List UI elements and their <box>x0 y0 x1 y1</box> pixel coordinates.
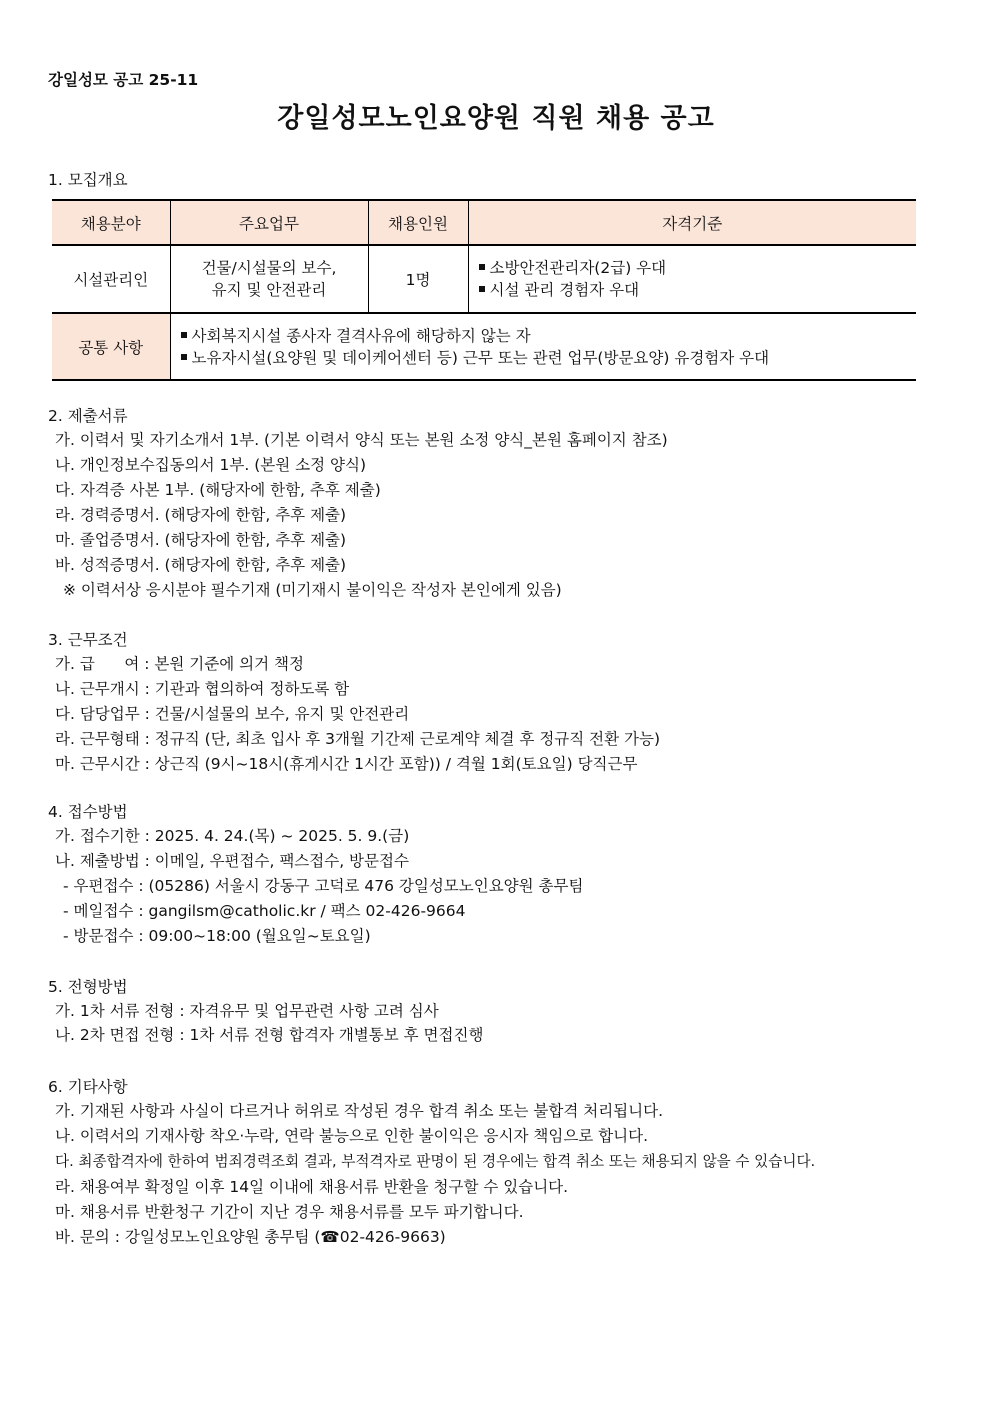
duty-line-2: 유지 및 안전관리 <box>211 281 327 299</box>
section-6-title: 6. 기타사항 <box>48 1078 128 1096</box>
bullet-square-icon <box>479 264 485 270</box>
section-2-title: 2. 제출서류 <box>48 407 128 425</box>
qualification-item <box>479 279 917 301</box>
common-item <box>181 347 917 369</box>
bullet-square-icon <box>181 332 187 338</box>
section-3-title: 3. 근무조건 <box>48 631 128 649</box>
list-item: 다. 자격증 사본 1부. (해당자에 한함, 추후 제출) <box>55 481 381 499</box>
list-item: 가. 급 여 : 본원 기준에 의거 책정 <box>55 655 304 673</box>
table-header-row <box>52 200 916 245</box>
list-item: 가. 1차 서류 전형 : 자격유무 및 업무관련 사항 고려 심사 <box>55 1002 439 1020</box>
cell-qualification <box>468 245 916 313</box>
cell-duty <box>170 245 368 313</box>
section-5-title: 5. 전형방법 <box>48 978 128 996</box>
list-item: 가. 접수기한 : 2025. 4. 24.(목) ~ 2025. 5. 9.(금) <box>55 827 410 845</box>
cell-common-label: 공통 사항 <box>52 313 170 380</box>
table-row <box>52 245 916 313</box>
list-item: 마. 졸업증명서. (해당자에 한함, 추후 제출) <box>55 531 347 549</box>
list-item: 라. 채용여부 확정일 이후 14일 이내에 채용서류 반환을 청구할 수 있습니다. <box>55 1178 569 1196</box>
common-item <box>181 325 917 347</box>
header-count: 채용인원 <box>368 200 468 245</box>
list-item: 바. 문의 : 강일성모노인요양원 총무팀 (☎02-426-9663) <box>55 1228 446 1246</box>
note-text: ※ 이력서상 응시분야 필수기재 (미기재시 불이익은 작성자 본인에게 있음) <box>63 581 562 599</box>
list-subitem: - 우편접수 : (05286) 서울시 강동구 고덕로 476 강일성모노인요양원 총무팀 <box>63 877 584 895</box>
section-4-title: 4. 접수방법 <box>48 803 128 821</box>
header-qualification: 자격기준 <box>468 200 916 245</box>
list-item: 가. 기재된 사항과 사실이 다르거나 허위로 작성된 경우 합격 취소 또는 불합격 처리됩니다. <box>55 1102 664 1120</box>
section-1-title: 1. 모집개요 <box>48 171 128 189</box>
list-item: 나. 2차 면접 전형 : 1차 서류 전형 합격자 개별통보 후 면접진행 <box>55 1026 484 1044</box>
recruitment-table <box>52 199 916 381</box>
list-item: 가. 이력서 및 자기소개서 1부. (기본 이력서 양식 또는 본원 소정 양식_본원 홈페이지 참조) <box>55 431 668 449</box>
list-item: 라. 근무형태 : 정규직 (단, 최초 입사 후 3개월 기간제 근로계약 체결 후 정규직 전환 가능) <box>55 730 661 748</box>
common-item-text: 사회복지시설 종사자 결격사유에 해당하지 않는 자 <box>191 326 531 345</box>
list-item: 다. 담당업무 : 건물/시설물의 보수, 유지 및 안전관리 <box>55 705 410 723</box>
list-item: 나. 이력서의 기재사항 착오·누락, 연락 불능으로 인한 불이익은 응시자 책임으로 합니다. <box>55 1127 649 1145</box>
qualification-text: 소방안전관리자(2급) 우대 <box>489 259 667 277</box>
page-title: 강일성모노인요양원 직원 채용 공고 <box>277 103 715 134</box>
cell-field: 시설관리인 <box>52 245 170 313</box>
list-item: 라. 경력증명서. (해당자에 한함, 추후 제출) <box>55 506 347 524</box>
list-item: 나. 개인정보수집동의서 1부. (본원 소정 양식) <box>55 456 366 474</box>
header-field: 채용분야 <box>52 200 170 245</box>
header-duty: 주요업무 <box>170 200 368 245</box>
common-item-text: 노유자시설(요양원 및 데이케어센터 등) 근무 또는 관련 업무(방문요양) 유경험자 우대 <box>191 348 770 367</box>
bullet-square-icon <box>181 354 187 360</box>
list-item: 바. 성적증명서. (해당자에 한함, 추후 제출) <box>55 556 347 574</box>
qualification-text: 시설 관리 경험자 우대 <box>489 281 640 299</box>
list-item: 나. 근무개시 : 기관과 협의하여 정하도록 함 <box>55 680 350 698</box>
cell-common-items <box>170 313 916 380</box>
list-item: 다. 최종합격자에 한하여 범죄경력조회 결과, 부적격자로 판명이 된 경우에는 합격 취소 또는 채용되지 않을 수 있습니다. <box>55 1153 816 1170</box>
table-common-row <box>52 313 916 380</box>
cell-count: 1명 <box>368 245 468 313</box>
list-subitem: - 방문접수 : 09:00~18:00 (월요일~토요일) <box>63 927 371 945</box>
duty-line-1: 건물/시설물의 보수, <box>201 259 337 277</box>
notice-number: 강일성모 공고 25-11 <box>48 71 199 89</box>
bullet-square-icon <box>479 286 485 292</box>
list-item: 나. 제출방법 : 이메일, 우편접수, 팩스접수, 방문접수 <box>55 852 409 870</box>
list-subitem: - 메일접수 : gangilsm@catholic.kr / 팩스 02-426-9664 <box>63 902 466 920</box>
qualification-item <box>479 257 917 279</box>
list-item: 마. 근무시간 : 상근직 (9시~18시(휴게시간 1시간 포함)) / 격월 1회(토요일) 당직근무 <box>55 755 638 773</box>
list-item: 마. 채용서류 반환청구 기간이 지난 경우 채용서류를 모두 파기합니다. <box>55 1203 524 1221</box>
